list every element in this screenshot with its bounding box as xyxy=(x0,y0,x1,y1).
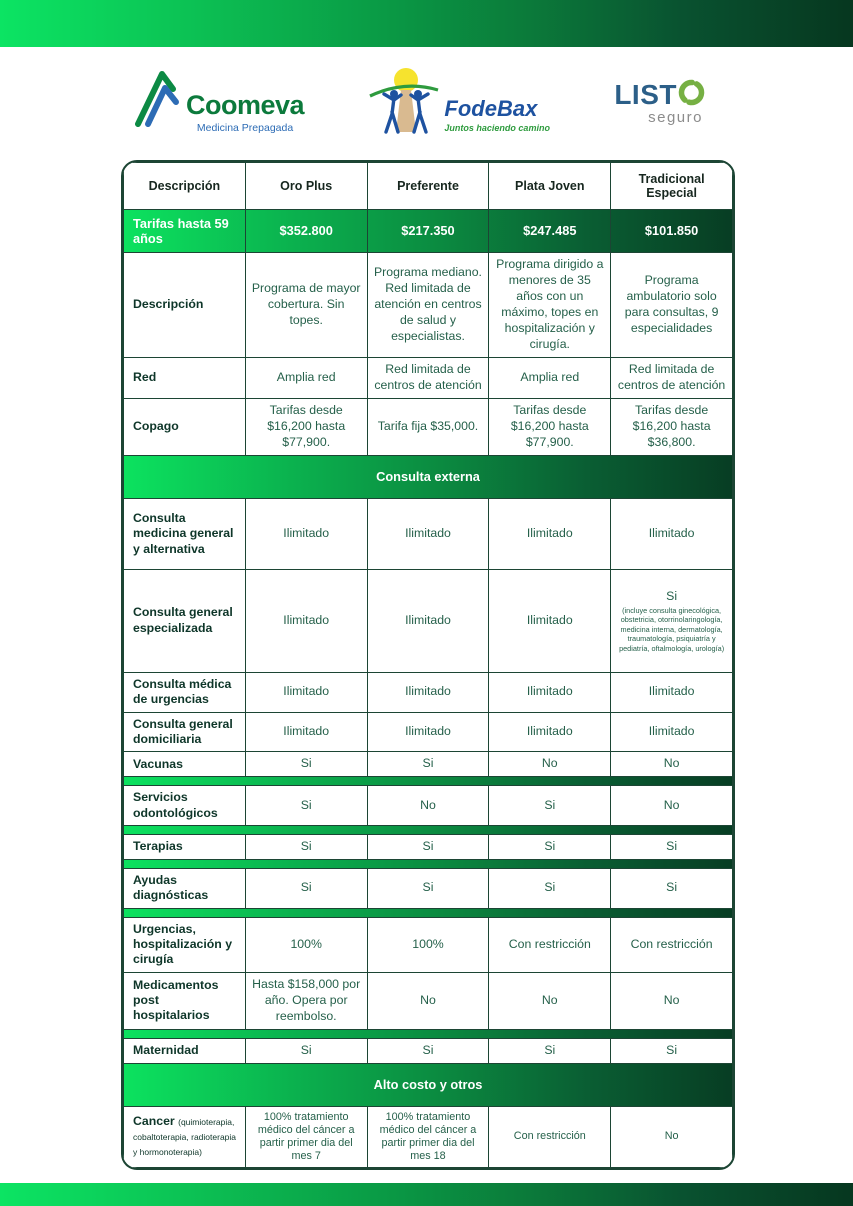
row-label-cell xyxy=(124,672,246,712)
divider-bar xyxy=(124,825,733,834)
row-label-cell xyxy=(124,972,246,1029)
row-label-cell xyxy=(124,712,246,752)
divider-bar xyxy=(124,908,733,917)
table-row xyxy=(124,498,733,569)
value-cell: Ilimitado xyxy=(489,672,611,712)
value-cell: Programa de mayor cobertura. Sin topes. xyxy=(245,253,367,358)
row-label-text: Tarifas hasta 59 años xyxy=(133,215,229,246)
value-cell: Amplia red xyxy=(245,357,367,398)
value-cell: Ilimitado xyxy=(611,498,733,569)
value-cell: Si xyxy=(611,1038,733,1063)
column-header: Descripción xyxy=(124,163,246,210)
bottom-gradient-bar xyxy=(0,1183,853,1206)
price-row xyxy=(124,210,733,253)
table-row xyxy=(124,1106,733,1167)
value-cell: Si xyxy=(245,786,367,826)
value-cell: No xyxy=(489,752,611,777)
row-label-cell xyxy=(124,752,246,777)
row-label-cell xyxy=(124,1038,246,1063)
value-cell: Si xyxy=(489,834,611,859)
coomeva-mountain-icon xyxy=(132,66,194,139)
row-label-text: Descripción xyxy=(133,297,204,312)
row-label-text: Red xyxy=(133,370,157,385)
row-label-cell xyxy=(124,569,246,672)
row-label-cell xyxy=(124,834,246,859)
fodebax-tagline: Juntos haciendo camino xyxy=(444,122,550,133)
value-cell: Hasta $158,000 por año. Opera por reembolso. xyxy=(245,972,367,1029)
value-cell: No xyxy=(611,752,733,777)
column-header: Preferente xyxy=(367,163,489,210)
value-cell: Si xyxy=(367,1038,489,1063)
coomeva-subtitle: Medicina Prepagada xyxy=(196,121,294,134)
row-label-text: Maternidad xyxy=(133,1043,199,1058)
row-label-text: Consulta general especializada xyxy=(133,605,233,635)
value-cell: Ilimitado xyxy=(367,712,489,752)
table-row xyxy=(124,917,733,972)
value-cell: $247.485 xyxy=(489,210,611,253)
value-cell: Tarifas desde $16,200 hasta $77,900. xyxy=(245,398,367,455)
fodebax-wordmark xyxy=(444,95,550,133)
table-row xyxy=(124,357,733,398)
row-label-cell xyxy=(124,357,246,398)
row-label-cell xyxy=(124,253,246,358)
divider-row xyxy=(124,825,733,834)
value-cell: 100% xyxy=(245,917,367,972)
value-cell: $352.800 xyxy=(245,210,367,253)
row-label-cell xyxy=(124,1106,246,1167)
value-text: Si xyxy=(666,588,678,603)
column-header: Plata Joven xyxy=(489,163,611,210)
row-label-cell xyxy=(124,210,246,253)
value-cell: Ilimitado xyxy=(489,498,611,569)
value-cell: Ilimitado xyxy=(367,569,489,672)
value-cell: Si xyxy=(367,752,489,777)
table-row xyxy=(124,712,733,752)
section-header-row xyxy=(124,455,733,498)
value-cell: No xyxy=(611,972,733,1029)
value-cell: Si xyxy=(489,786,611,826)
row-label-cell xyxy=(124,917,246,972)
listo-subtitle: seguro xyxy=(648,108,703,126)
section-header-row xyxy=(124,1063,733,1106)
listo-name: LIST xyxy=(614,78,677,110)
row-label-note: (quimioterapia, cobaltoterapia, radioterapia y hormonoterapia) xyxy=(133,1116,237,1158)
value-cell: No xyxy=(611,786,733,826)
table-row xyxy=(124,972,733,1029)
divider-bar xyxy=(124,1029,733,1038)
value-cell: Con restricción xyxy=(489,1106,611,1167)
value-note: (incluye consulta ginecológica, obstetricia, otorrinolaringología, medicina interna, dermatología, traumatología, psiquiatría y pediatría, oftalmología, urología) xyxy=(619,605,725,653)
row-label-cell xyxy=(124,398,246,455)
value-cell: Si xyxy=(245,1038,367,1063)
plans-table xyxy=(123,162,733,1168)
section-header: Alto costo y otros xyxy=(124,1063,733,1106)
value-cell: 100% tratamiento médico del cáncer a partir primer dia del mes 7 xyxy=(245,1106,367,1167)
divider-row xyxy=(124,859,733,868)
row-label-text: Cancer xyxy=(133,1113,175,1128)
coomeva-wordmark xyxy=(186,89,305,134)
value-cell: Red limitada de centros de atención xyxy=(367,357,489,398)
value-cell: Ilimitado xyxy=(611,712,733,752)
logo-header xyxy=(0,47,853,157)
fodebax-name: FodeBax xyxy=(444,95,538,121)
value-cell: Tarifas desde $16,200 hasta $36,800. xyxy=(611,398,733,455)
column-header: Oro Plus xyxy=(245,163,367,210)
value-cell: Si xyxy=(245,834,367,859)
value-cell: Si xyxy=(367,868,489,908)
table-row xyxy=(124,834,733,859)
row-label-text: Urgencias, hospitalización y cirugía xyxy=(133,921,233,967)
value-cell: Si xyxy=(489,868,611,908)
value-cell: Ilimitado xyxy=(245,712,367,752)
value-cell: Programa ambulatorio solo para consultas, 9 especialidades xyxy=(611,253,733,358)
row-label-cell xyxy=(124,868,246,908)
listo-wordmark xyxy=(614,79,705,111)
row-label-text: Ayudas diagnósticas xyxy=(133,872,209,903)
value-cell: Ilimitado xyxy=(245,498,367,569)
table-row xyxy=(124,786,733,826)
fodebax-sun-figures-icon xyxy=(368,64,440,141)
row-label-text: Consulta general domiciliaria xyxy=(133,716,233,746)
row-label-text: Servicios odontológicos xyxy=(133,790,218,820)
table-row xyxy=(124,398,733,455)
value-cell: Tarifas desde $16,200 hasta $77,900. xyxy=(489,398,611,455)
divider-bar xyxy=(124,859,733,868)
column-header: Tradicional Especial xyxy=(611,163,733,210)
divider-row xyxy=(124,908,733,917)
value-cell: 100% tratamiento médico del cáncer a partir primer dia del mes 18 xyxy=(367,1106,489,1167)
value-cell: Programa dirigido a menores de 35 años con un máximo, topes en hospitalización y cirugía. xyxy=(489,253,611,358)
value-cell: Si xyxy=(245,868,367,908)
top-gradient-bar xyxy=(0,0,853,47)
table-row xyxy=(124,253,733,358)
table-row xyxy=(124,569,733,672)
row-label-text: Copago xyxy=(133,419,179,434)
value-cell xyxy=(611,569,733,672)
listo-o-ring-icon xyxy=(678,79,705,111)
value-cell: Red limitada de centros de atención xyxy=(611,357,733,398)
row-label-text: Consulta médica de urgencias xyxy=(133,676,232,707)
table-header-row xyxy=(124,163,733,210)
value-cell: No xyxy=(611,1106,733,1167)
divider-row xyxy=(124,1029,733,1038)
value-cell: Amplia red xyxy=(489,357,611,398)
table-row xyxy=(124,672,733,712)
table-row xyxy=(124,1038,733,1063)
row-label-cell xyxy=(124,786,246,826)
coomeva-name: Coomeva xyxy=(186,89,305,120)
value-cell: Si xyxy=(611,834,733,859)
value-cell: Ilimitado xyxy=(489,712,611,752)
row-label-text: Vacunas xyxy=(133,756,183,771)
divider-bar xyxy=(124,777,733,786)
value-cell: Programa mediano. Red limitada de atención en centros de salud y especialistas. xyxy=(367,253,489,358)
value-cell: Ilimitado xyxy=(611,672,733,712)
table-row xyxy=(124,752,733,777)
value-cell: 100% xyxy=(367,917,489,972)
row-label-text: Terapias xyxy=(133,839,183,854)
value-cell: Ilimitado xyxy=(367,498,489,569)
value-cell: Con restricción xyxy=(611,917,733,972)
section-header: Consulta externa xyxy=(124,455,733,498)
value-cell: Con restricción xyxy=(489,917,611,972)
value-cell: Si xyxy=(245,752,367,777)
plans-comparison-table xyxy=(121,160,735,1170)
value-cell: No xyxy=(489,972,611,1029)
value-cell: No xyxy=(367,786,489,826)
value-cell: Si xyxy=(489,1038,611,1063)
value-cell: Si xyxy=(611,868,733,908)
value-cell: No xyxy=(367,972,489,1029)
value-cell: Ilimitado xyxy=(489,569,611,672)
value-cell: Ilimitado xyxy=(245,672,367,712)
fodebax-logo xyxy=(368,64,550,141)
value-cell: Ilimitado xyxy=(367,672,489,712)
value-cell: Tarifa fija $35,000. xyxy=(367,398,489,455)
divider-row xyxy=(124,777,733,786)
coomeva-logo xyxy=(132,66,304,139)
value-cell: $101.850 xyxy=(611,210,733,253)
row-label-text: Consulta medicina general y alternativa xyxy=(133,510,234,556)
table-row xyxy=(124,868,733,908)
value-cell: $217.350 xyxy=(367,210,489,253)
listo-seguro-logo xyxy=(614,79,705,126)
row-label-text: Medicamentos post hospitalarios xyxy=(133,977,219,1023)
row-label-cell xyxy=(124,498,246,569)
value-cell: Si xyxy=(367,834,489,859)
value-cell: Ilimitado xyxy=(245,569,367,672)
